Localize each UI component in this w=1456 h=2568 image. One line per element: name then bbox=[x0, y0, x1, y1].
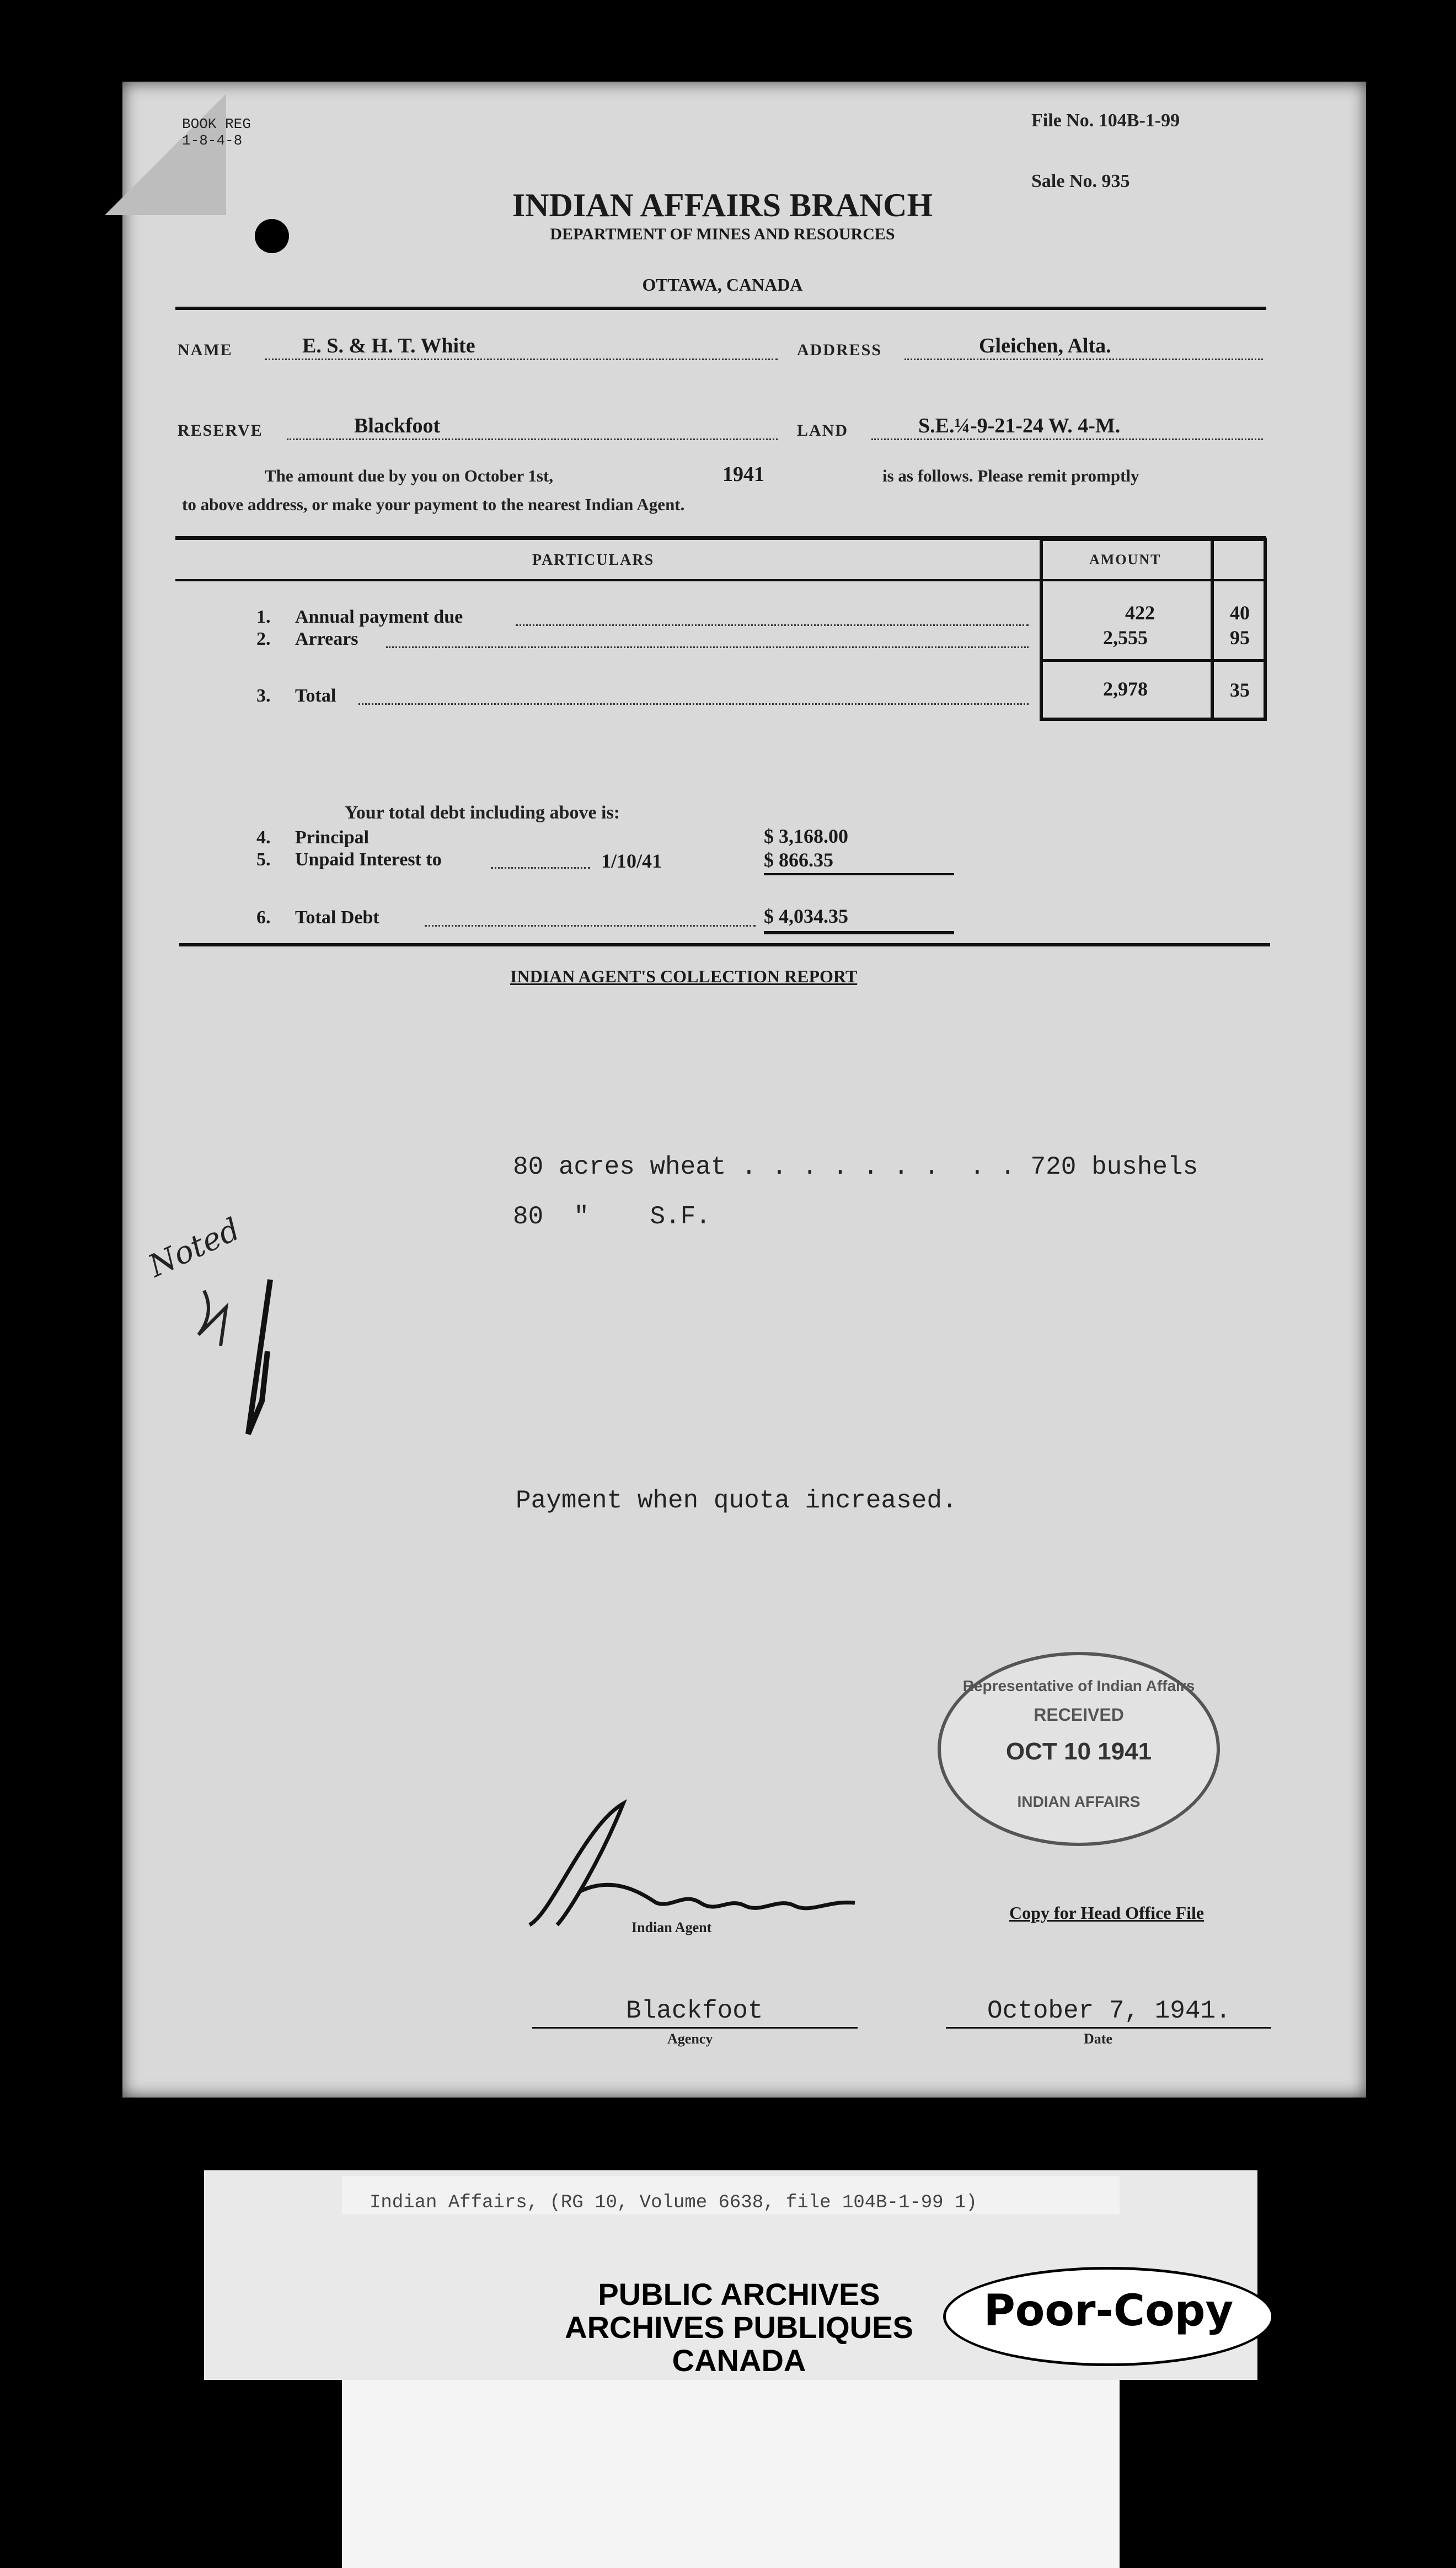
debt-row-5-number: 5. bbox=[256, 849, 271, 870]
notice-line-2: to above address, or make your payment to the nearest Indian Agent. bbox=[182, 495, 685, 514]
corner-mark-2: 1-8-4-8 bbox=[182, 132, 243, 149]
location: OTTAWA, CANADA bbox=[642, 275, 803, 295]
total-debt-underline bbox=[764, 931, 954, 934]
reserve-label: RESERVE bbox=[178, 421, 263, 440]
signature-label: Indian Agent bbox=[631, 1919, 712, 1935]
land-value: S.E.¼-9-21-24 W. 4-M. bbox=[918, 414, 1121, 437]
notice-year: 1941 bbox=[722, 463, 764, 486]
sale-number: Sale No. 935 bbox=[1031, 171, 1130, 191]
total-debt-leader bbox=[425, 925, 756, 927]
stamp-bottom-text: INDIAN AFFAIRS bbox=[1017, 1793, 1141, 1810]
cents-divider bbox=[1211, 538, 1214, 718]
archives-line-3: CANADA bbox=[672, 2343, 806, 2378]
margin-note: Noted bbox=[143, 1211, 245, 1285]
date-label: Date bbox=[1084, 2031, 1112, 2047]
total-divider bbox=[1040, 659, 1266, 662]
row-3-dollars: 2,978 bbox=[1103, 678, 1148, 700]
particulars-header: PARTICULARS bbox=[532, 552, 655, 569]
principal-label: Principal bbox=[295, 827, 370, 848]
archives-title bbox=[496, 2278, 982, 2377]
poor-copy-text: Poor-Copy bbox=[983, 2286, 1234, 2336]
debt-heading: Your total debt including above is: bbox=[345, 802, 620, 823]
copy-label: Copy for Head Office File bbox=[1009, 1903, 1205, 1923]
name-label: NAME bbox=[178, 341, 233, 359]
date-value: October 7, 1941. bbox=[987, 1997, 1231, 2025]
archives-line-2: ARCHIVES PUBLIQUES bbox=[565, 2310, 913, 2345]
row-1-leader bbox=[516, 624, 1029, 626]
debt-row-4-number: 4. bbox=[256, 827, 271, 848]
name-value: E. S. & H. T. White bbox=[302, 334, 475, 357]
interest-label: Unpaid Interest to bbox=[295, 849, 442, 870]
row-3-cents: 35 bbox=[1230, 679, 1250, 701]
branch-title: INDIAN AFFAIRS BRANCH bbox=[512, 187, 933, 223]
row-1-label: Annual payment due bbox=[295, 607, 463, 627]
total-debt-value: $ 4,034.35 bbox=[764, 905, 848, 927]
land-label: LAND bbox=[797, 421, 849, 440]
name-line bbox=[265, 359, 778, 360]
row-1-number: 1. bbox=[256, 607, 271, 627]
row-3-leader bbox=[358, 703, 1029, 705]
total-debt-label: Total Debt bbox=[295, 907, 379, 928]
row-3-number: 3. bbox=[256, 686, 271, 706]
report-line-2: 80 " S.F. bbox=[513, 1202, 711, 1231]
reserve-line bbox=[287, 438, 778, 440]
date-rule bbox=[946, 2027, 1271, 2029]
interest-underline bbox=[764, 873, 954, 875]
row-2-number: 2. bbox=[256, 629, 271, 649]
agency-label: Agency bbox=[667, 2031, 713, 2047]
agency-value: Blackfoot bbox=[626, 1997, 763, 2025]
report-line-1: 80 acres wheat . . . . . . . . . 720 bushels bbox=[513, 1153, 1198, 1181]
corner-mark-1: BOOK REG bbox=[182, 116, 251, 132]
archives-bottom-strip bbox=[342, 2380, 1120, 2568]
department-name: DEPARTMENT OF MINES AND RESOURCES bbox=[550, 225, 895, 243]
row-3-label: Total bbox=[295, 686, 336, 706]
corner-marks bbox=[182, 116, 251, 149]
stamp-middle-text: RECEIVED bbox=[1034, 1705, 1124, 1725]
margin-initial-mark bbox=[165, 1269, 292, 1445]
collection-report-title: INDIAN AGENT'S COLLECTION REPORT bbox=[510, 966, 858, 986]
address-value: Gleichen, Alta. bbox=[979, 334, 1111, 357]
address-line bbox=[904, 359, 1263, 360]
stamp-top-text: Representative of Indian Affairs bbox=[962, 1677, 1195, 1694]
row-1-dollars: 422 bbox=[1125, 602, 1155, 624]
interest-value: $ 866.35 bbox=[764, 849, 833, 871]
interest-date: 1/10/41 bbox=[601, 850, 662, 872]
notice-line-1b: is as follows. Please remit promptly bbox=[882, 466, 1139, 485]
received-stamp bbox=[938, 1652, 1220, 1846]
payment-note: Payment when quota increased. bbox=[516, 1486, 957, 1515]
row-2-leader bbox=[386, 646, 1029, 648]
land-line bbox=[871, 438, 1263, 440]
file-number: File No. 104B-1-99 bbox=[1031, 110, 1180, 131]
row-2-label: Arrears bbox=[295, 629, 358, 649]
archive-reference: Indian Affairs, (RG 10, Volume 6638, file 104B-1-99 1) bbox=[370, 2192, 977, 2213]
interest-leader bbox=[491, 867, 590, 869]
amount-header: AMOUNT bbox=[1089, 552, 1161, 568]
agency-rule bbox=[532, 2027, 858, 2029]
stamp-date: OCT 10 1941 bbox=[1005, 1738, 1152, 1765]
row-1-cents: 40 bbox=[1230, 602, 1250, 624]
address-label: ADDRESS bbox=[797, 341, 882, 359]
row-2-cents: 95 bbox=[1230, 627, 1250, 649]
section-rule bbox=[179, 943, 1270, 946]
notice-line-1a: The amount due by you on October 1st, bbox=[265, 466, 554, 485]
agent-signature bbox=[518, 1793, 871, 1936]
row-2-dollars: 2,555 bbox=[1103, 627, 1148, 649]
debt-row-6-number: 6. bbox=[256, 907, 271, 928]
punch-hole bbox=[255, 219, 289, 253]
archives-line-1: PUBLIC ARCHIVES bbox=[598, 2277, 880, 2312]
reserve-value: Blackfoot bbox=[354, 414, 441, 437]
poor-copy-stamp bbox=[943, 2267, 1274, 2366]
principal-value: $ 3,168.00 bbox=[764, 825, 848, 847]
header-rule bbox=[175, 307, 1266, 310]
